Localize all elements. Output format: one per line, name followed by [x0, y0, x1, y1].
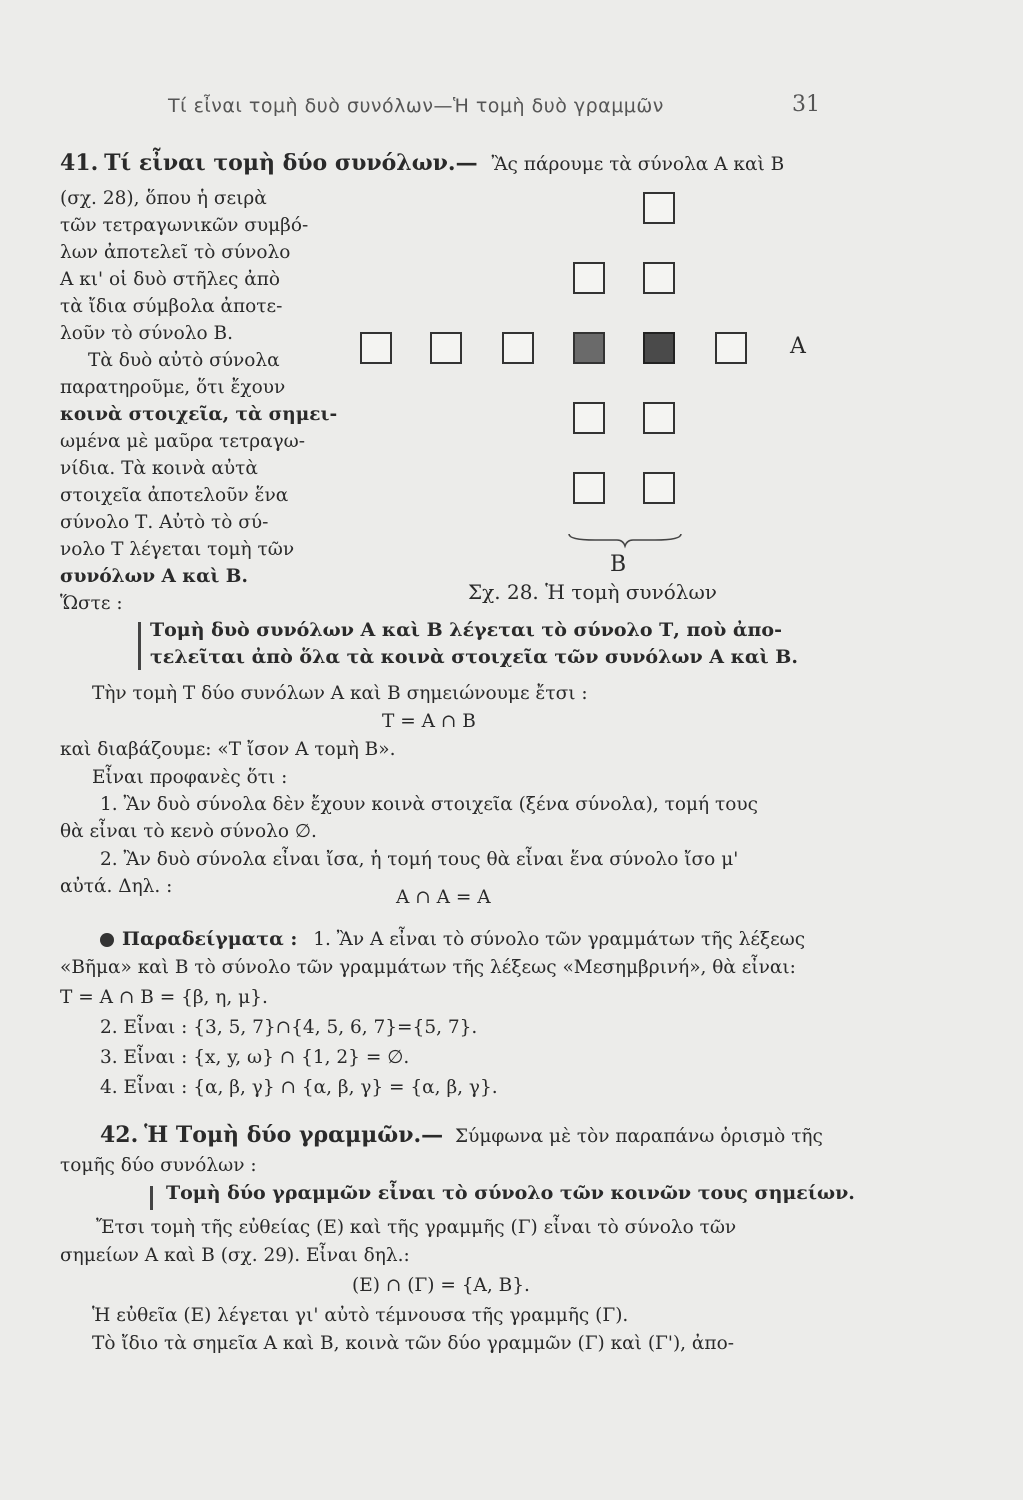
formula-self: Α ∩ Α = Α	[396, 887, 491, 908]
left-line: κοινὰ στοιχεῖα, τὰ σημει-	[60, 404, 338, 425]
evident-line: Εἶναι προφανὲς ὅτι :	[92, 767, 288, 788]
brace-icon	[565, 530, 685, 550]
left-column	[60, 185, 337, 617]
square-symbol	[643, 262, 675, 294]
example-1: 1. Ἂν Α εἶναι τὸ σύνολο τῶν γραμμάτων τῆς λέξεως	[313, 929, 806, 950]
section-41-heading	[60, 150, 784, 178]
examples-title: Παραδείγματα :	[122, 928, 298, 950]
section-number: 41.	[60, 150, 99, 176]
section-intro: Σύμφωνα μὲ τὸν παραπάνω ὁρισμὸ τῆς	[455, 1126, 823, 1147]
fact-1: 1. Ἂν δυὸ σύνολα δὲν ἔχουν κοινὰ στοιχεῖα (ξένα σύνολα), τομή τους	[100, 794, 758, 815]
definition-line: τελεῖται ἀπὸ ὅλα τὰ κοινὰ στοιχεῖα τῶν συνόλων Α καὶ Β.	[150, 646, 798, 668]
definition	[150, 617, 798, 671]
square-symbol	[360, 332, 392, 364]
section-42-text-3: Ἡ εὐθεῖα (Ε) λέγεται γι' αὐτὸ τέμνουσα τῆς γραμμῆς (Γ).	[92, 1305, 629, 1326]
square-symbol	[502, 332, 534, 364]
left-line: λων ἀποτελεῖ τὸ σύνολο	[60, 242, 291, 263]
left-line: Α κι' οἱ δυὸ στῆλες ἀπὸ	[60, 269, 280, 290]
left-line: νίδια. Τὰ κοινὰ αὐτὰ	[60, 458, 258, 479]
square-symbol	[643, 192, 675, 224]
common-element-square	[573, 332, 605, 364]
square-symbol	[573, 262, 605, 294]
example-3: 3. Εἶναι : {x, y, ω} ∩ {1, 2} = ∅.	[100, 1047, 410, 1068]
read-line: καὶ διαβάζουμε: «Τ ἴσον Α τομὴ Β».	[60, 739, 396, 760]
common-element-square	[643, 332, 675, 364]
section-42-text-4: Τὸ ἴδιο τὰ σημεῖα Α καὶ Β, κοινὰ τῶν δύο γραμμῶν (Γ) καὶ (Γ'), ἀπο-	[92, 1333, 734, 1354]
left-line: παρατηροῦμε, ὅτι ἔχουν	[60, 377, 286, 398]
left-line: Τὰ δυὸ αὐτὸ σύνολα	[88, 350, 280, 371]
left-line: Ὥστε :	[60, 593, 123, 614]
square-symbol	[643, 402, 675, 434]
example-1-cont: «Βῆμα» καὶ Β τὸ σύνολο τῶν γραμμάτων τῆς λέξεως «Μεσημβρινή», θὰ εἶναι:	[60, 957, 796, 978]
left-line: σύνολο Τ. Αὐτὸ τὸ σύ-	[60, 512, 269, 533]
section-42-definition: Τομὴ δύο γραμμῶν εἶναι τὸ σύνολο τῶν κοινῶν τους σημείων.	[166, 1182, 855, 1204]
left-line: συνόλων Α καὶ Β.	[60, 566, 248, 587]
notation-line: Τὴν τομὴ Τ δύο συνόλων Α καὶ Β σημειώνουμε ἔτσι :	[92, 683, 588, 704]
section-number: 42.	[100, 1122, 139, 1148]
left-line: ωμένα μὲ μαῦρα τετραγω-	[60, 431, 305, 452]
definition-bar	[150, 1186, 153, 1210]
set-b-label: Β	[610, 552, 627, 577]
square-symbol	[643, 472, 675, 504]
left-line: νολο Τ λέγεται τομὴ τῶν	[60, 539, 295, 560]
set-a-label: Α	[790, 334, 806, 359]
example-1-result: Τ = Α ∩ Β = {β, η, μ}.	[60, 987, 268, 1008]
section-42-text-1: Ἔτσι τομὴ τῆς εὐθείας (Ε) καὶ τῆς γραμμῆς (Γ) εἶναι τὸ σύνολο τῶν	[96, 1217, 737, 1238]
section-42-text-2: σημείων Α καὶ Β (σχ. 29). Εἶναι δηλ.:	[60, 1245, 410, 1266]
formula-intersection: Τ = Α ∩ Β	[382, 711, 476, 732]
fact-2: 2. Ἂν δυὸ σύνολα εἶναι ἴσα, ἡ τομή τους θὰ εἶναι ἕνα σύνολο ἴσο μ'	[100, 849, 739, 870]
fact-1-cont: θὰ εἶναι τὸ κενὸ σύνολο ∅.	[60, 821, 317, 842]
left-line: τῶν τετραγωνικῶν συμβό-	[60, 215, 309, 236]
figure-caption: Σχ. 28. Ἡ τομὴ συνόλων	[468, 580, 717, 604]
section-42-intro-cont: τομῆς δύο συνόλων :	[60, 1155, 257, 1176]
section-intro: Ἂς πάρουμε τὰ σύνολα Α καὶ Β	[491, 154, 785, 175]
example-4: 4. Εἶναι : {α, β, γ} ∩ {α, β, γ} = {α, β, γ}.	[100, 1077, 498, 1098]
fact-2-cont: αὐτά. Δηλ. :	[60, 876, 173, 897]
left-line: λοῦν τὸ σύνολο Β.	[60, 323, 233, 344]
left-line: τὰ ἴδια σύμβολα ἀποτε-	[60, 296, 283, 317]
section-42-heading	[100, 1122, 823, 1150]
definition-bar	[138, 622, 141, 670]
definition-line: Τομὴ δυὸ συνόλων Α καὶ Β λέγεται τὸ σύνολο Τ, ποὺ ἀπο-	[150, 619, 782, 641]
section-title: Ἡ Τομὴ δύο γραμμῶν.—	[144, 1122, 444, 1148]
page-number: 31	[792, 92, 820, 117]
square-symbol	[430, 332, 462, 364]
square-symbol	[573, 402, 605, 434]
left-line: στοιχεῖα ἀποτελοῦν ἕνα	[60, 485, 289, 506]
running-title: Τί εἶναι τομὴ δυὸ συνόλων—Ἡ τομὴ δυὸ γραμμῶν	[168, 95, 664, 117]
section-title: Τί εἶναι τομὴ δύο συνόλων.—	[104, 150, 478, 176]
example-2: 2. Εἶναι : {3, 5, 7}∩{4, 5, 6, 7}={5, 7}.	[100, 1017, 478, 1038]
bullet-icon	[100, 933, 114, 947]
section-42-formula: (Ε) ∩ (Γ) = {Α, Β}.	[352, 1275, 530, 1296]
square-symbol	[715, 332, 747, 364]
square-symbol	[573, 472, 605, 504]
left-line: (σχ. 28), ὅπου ἡ σειρὰ	[60, 188, 267, 209]
examples-line	[100, 926, 805, 953]
